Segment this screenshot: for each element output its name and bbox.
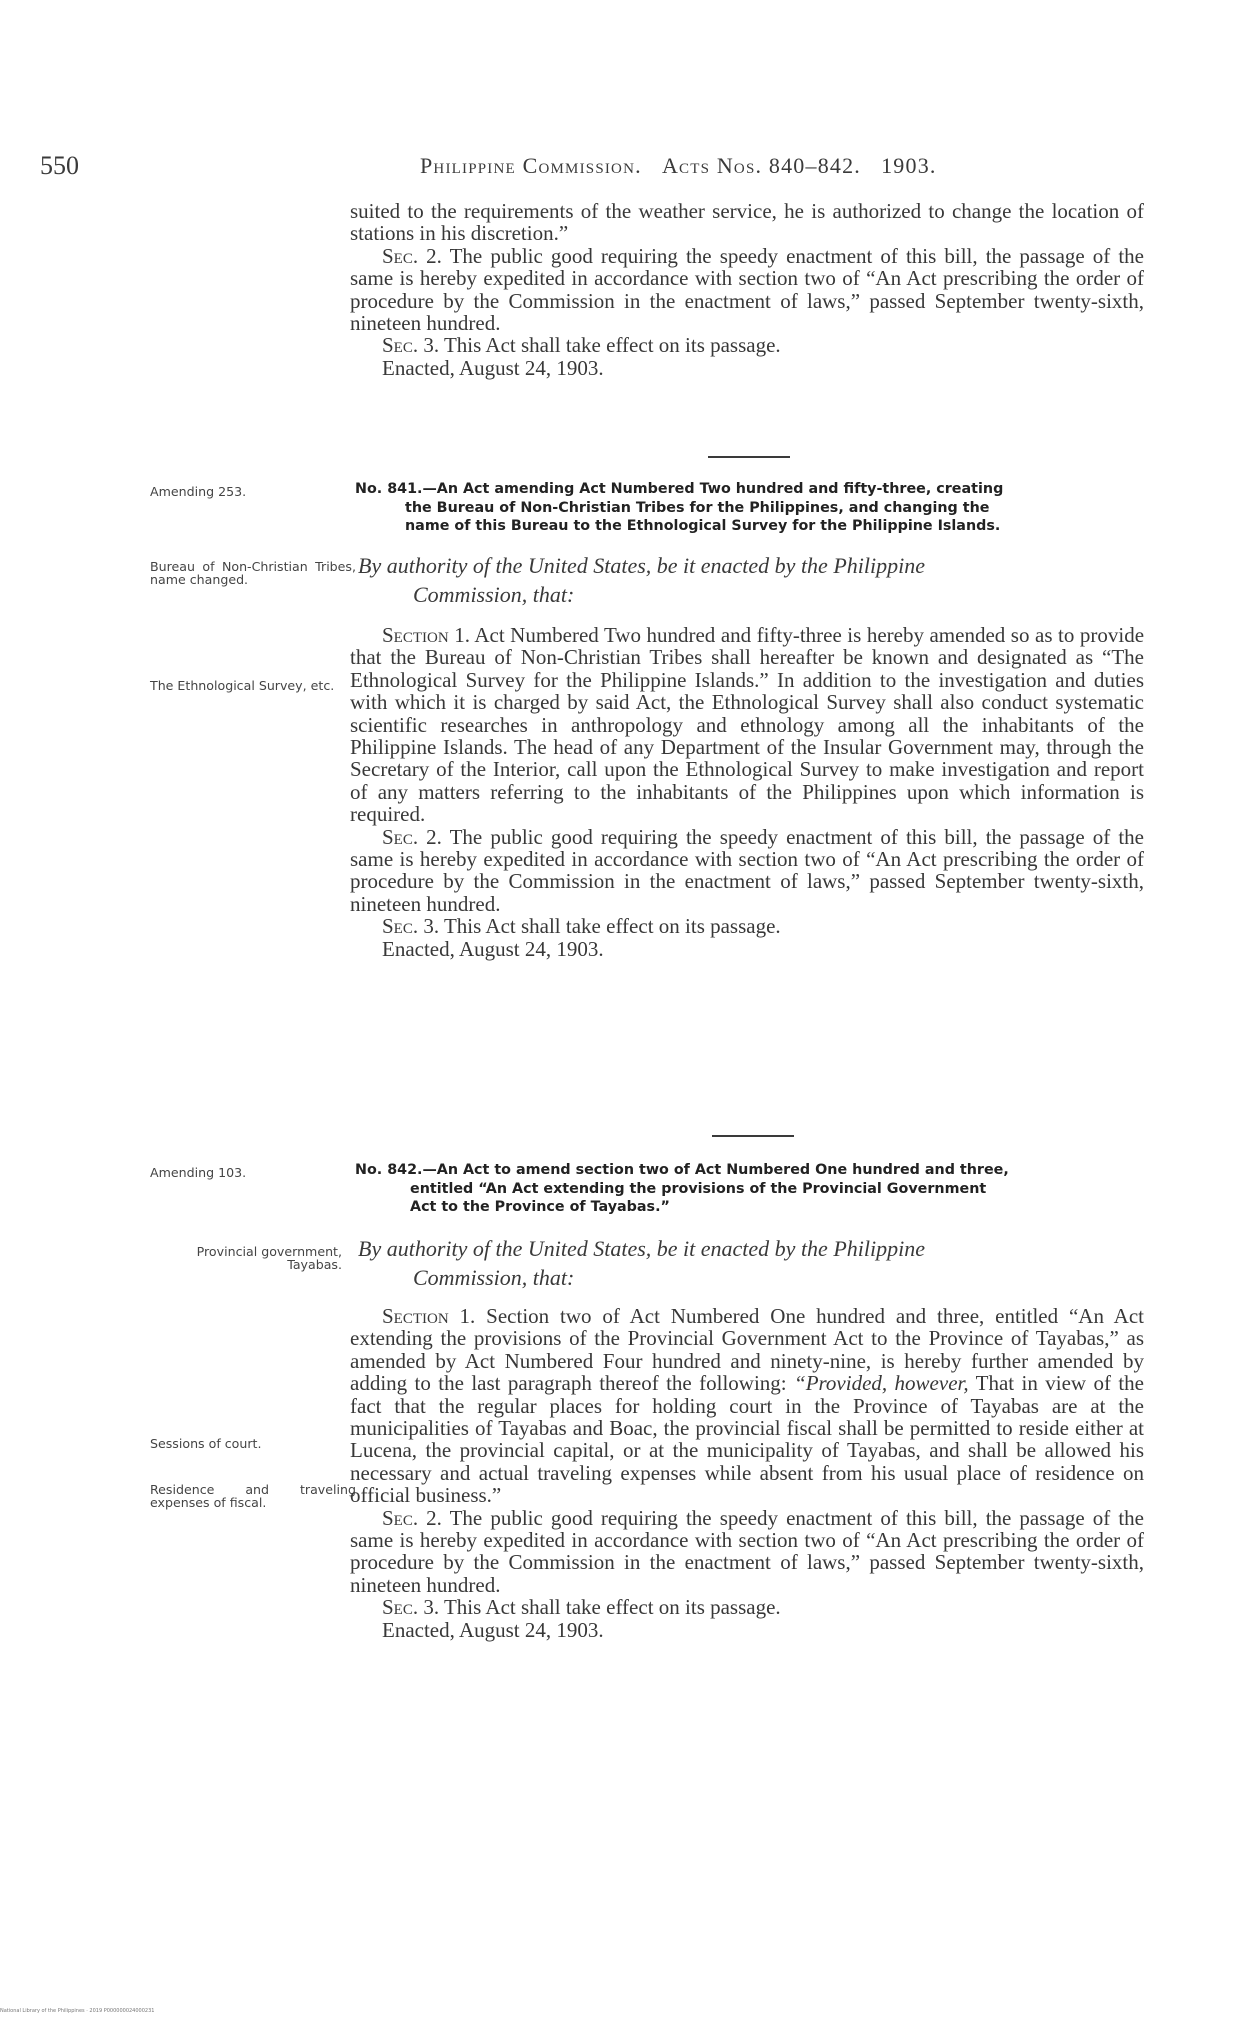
enacting-line-1: By authority of the United States, be it enacted by the Philippine <box>358 1236 925 1261</box>
enacting-line-2: Commission, that: <box>413 582 575 607</box>
section-label: Section 1. <box>382 1304 476 1328</box>
act-840-section-3 <box>350 334 1144 356</box>
margin-note-ethnological-survey: The Ethnological Survey, etc. <box>150 678 335 693</box>
section-label: Section 1. <box>382 623 470 647</box>
section-label: Sec. 2. <box>382 1505 442 1530</box>
section-text: The public good requiring the speedy enactment of this bill, the passage of the same is hereby expedited in accordance with section two of “An Act prescribing the order of procedure by the Commission in the enactment of laws,” passed September twenty-sixth, nineteen hundred. <box>350 243 1144 336</box>
section-text: Section two of Act Numbered One hundred and three, entitled “An Act extending the provisions of the Provincial Government Act to the Province of Tayabas,” as amended by Act Numbered Four hundred and ninety-nine, is hereby further amended by adding to the last paragraph thereof the following: <box>350 1304 1145 1396</box>
margin-note-amending-103: Amending 103. <box>150 1165 247 1180</box>
act-841-section-2 <box>350 826 1144 916</box>
section-divider <box>708 456 790 458</box>
act-842-title-line-2: entitled “An Act extending the provisions of the Provincial Government <box>410 1180 987 1197</box>
act-840-section-2 <box>350 245 1144 335</box>
act-842-section-1 <box>350 1305 1144 1507</box>
section-text: The public good requiring the speedy enactment of this bill, the passage of the same is hereby expedited in accordance with section two of “An Act prescribing the order of procedure by the Commission in the enactment of laws,” passed September twenty-sixth, nineteen hundred. <box>350 1505 1144 1597</box>
act-841-title-line-3: name of this Bureau to the Ethnological Survey for the Philippine Islands. <box>405 518 1001 534</box>
section-label: Sec. 3. <box>382 333 440 358</box>
act-840-enacted: Enacted, August 24, 1903. <box>382 355 604 380</box>
act-840-continuation: suited to the requirements of the weather service, he is authorized to change the location of stations in his discretion.” <box>350 199 1144 246</box>
act-841-section-3 <box>350 915 1144 937</box>
act-842-enacting-clause <box>358 1234 1148 1292</box>
section-label: Sec. 2. <box>382 243 442 268</box>
margin-note-residence-fiscal: Residence and traveling expenses of fiscal. <box>150 1482 356 1510</box>
running-head-acts: Acts Nos. 840–842. <box>661 153 861 178</box>
running-head-publisher: Philippine Commission. <box>420 153 642 178</box>
page-number: 550 <box>40 151 79 180</box>
scan-credit: National Library of the Philippines · 2019 P000000024000231 <box>0 2008 155 2014</box>
act-842-section-2 <box>350 1507 1144 1597</box>
act-842-body <box>350 1305 1144 1641</box>
act-842-title-line-1: No. 842.—An Act to amend section two of Act Numbered One hundred and three, <box>355 1162 1009 1178</box>
running-head <box>420 153 937 179</box>
margin-note-provincial-government: Provincial government, Tayabas. <box>196 1244 342 1272</box>
act-841-enacting-clause <box>358 551 1148 609</box>
act-841-title-line-1: No. 841.—An Act amending Act Numbered Two hundred and fifty-three, creating <box>355 481 1004 497</box>
section-label: Sec. 3. <box>382 1595 440 1620</box>
proviso-italic: “Provided, however, <box>794 1371 969 1396</box>
act-840-tail <box>350 200 1144 379</box>
section-text: Act Numbered Two hundred and fifty-three is hereby amended so as to provide that the Bureau of Non-Christian Tribes shall hereafter be known and designated as “The Ethnological Survey for the Philippine Islands.” In addition to the investigation and duties with which it is charged by said Act, the Ethnological Survey shall also conduct systematic scientific researches in anthropology and ethnology among all the inhabitants of the Philippine Islands. The head of any Department of the Insular Government may, through the Secretary of the Interior, call upon the Ethnological Survey to make investigation and report of any matters referring to the inhabitants of the Philippines upon which information is required. <box>350 623 1145 827</box>
section-divider <box>712 1135 794 1137</box>
act-841-title-line-2: the Bureau of Non-Christian Tribes for the Philippines, and changing the <box>405 499 990 516</box>
act-841-enacted: Enacted, August 24, 1903. <box>382 936 604 961</box>
enacting-line-1: By authority of the United States, be it enacted by the Philippine <box>358 553 925 578</box>
act-842-title-line-3: Act to the Province of Tayabas.” <box>410 1199 670 1215</box>
margin-note-amending-253: Amending 253. <box>150 484 247 499</box>
margin-note-sessions-of-court: Sessions of court. <box>150 1436 262 1451</box>
section-text: This Act shall take effect on its passage. <box>443 1595 781 1620</box>
margin-note-bureau-name-changed: Bureau of Non-Christian Tribes, name changed. <box>150 559 356 587</box>
section-text: This Act shall take effect on its passage. <box>443 914 781 939</box>
proviso-text: That in view of the fact that the regular places for holding court in the Province of Tayabas are at the municipalities of Tayabas and Boac, the provincial fiscal shall be permitted to reside either at Lucena, the provincial capital, or at the municipality of Tayabas, and shall be allowed his necessary and actual traveling expenses while absent from his usual place of residence on official business.” <box>350 1371 1144 1508</box>
act-842-enacted: Enacted, August 24, 1903. <box>382 1617 604 1642</box>
section-text: The public good requiring the speedy enactment of this bill, the passage of the same is hereby expedited in accordance with section two of “An Act prescribing the order of procedure by the Commission in the enactment of laws,” passed September twenty-sixth, nineteen hundred. <box>350 824 1144 916</box>
act-841-section-1 <box>350 624 1144 826</box>
section-label: Sec. 2. <box>382 824 442 849</box>
act-841-title <box>355 480 1145 536</box>
running-head-year: 1903. <box>881 153 937 178</box>
act-841-body <box>350 624 1144 960</box>
enacting-line-2: Commission, that: <box>413 1265 575 1290</box>
section-label: Sec. 3. <box>382 914 440 939</box>
section-text: This Act shall take effect on its passage. <box>443 333 781 358</box>
act-842-section-3 <box>350 1596 1144 1618</box>
act-842-title <box>355 1161 1145 1217</box>
